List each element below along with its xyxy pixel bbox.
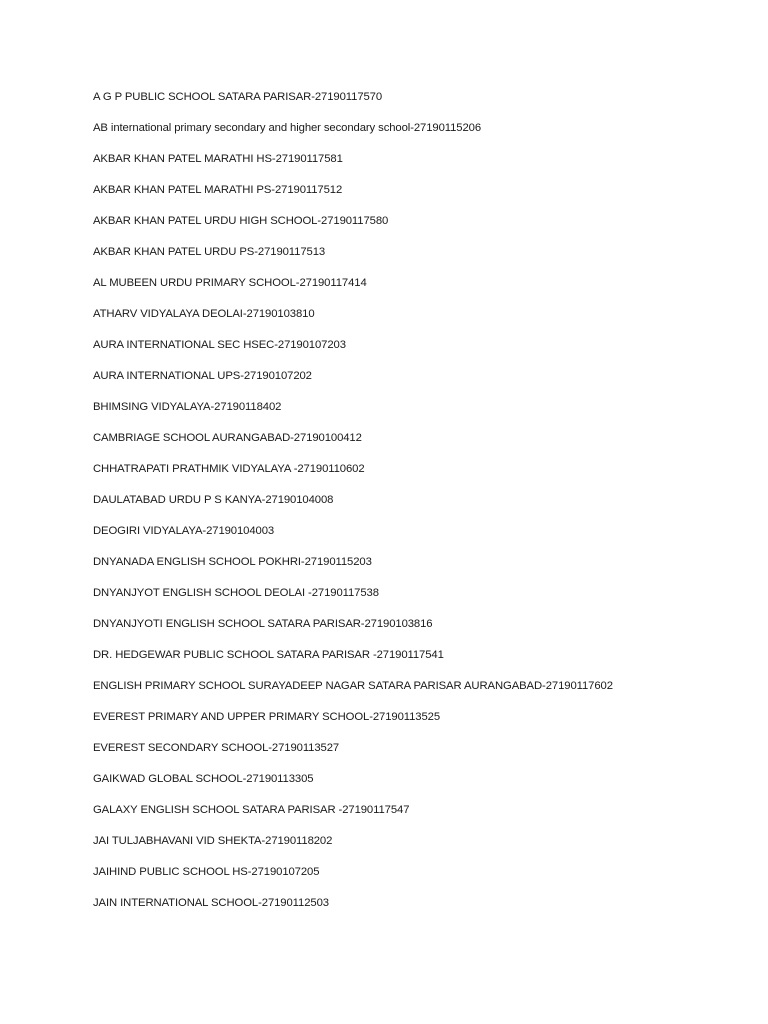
list-item: DNYANJYOT ENGLISH SCHOOL DEOLAI -27190117538	[93, 587, 379, 599]
school-list	[93, 88, 758, 925]
list-item: AKBAR KHAN PATEL URDU HIGH SCHOOL-27190117580	[93, 215, 389, 227]
list-item: JAIHIND PUBLIC SCHOOL HS-27190107205	[93, 866, 320, 878]
list-item: ATHARV VIDYALAYA DEOLAI-27190103810	[93, 308, 315, 320]
list-item: A G P PUBLIC SCHOOL SATARA PARISAR-27190117570	[93, 91, 383, 103]
list-item: AURA INTERNATIONAL SEC HSEC-27190107203	[93, 339, 346, 351]
list-item: DNYANADA ENGLISH SCHOOL POKHRI-27190115203	[93, 556, 372, 568]
list-item: AKBAR KHAN PATEL MARATHI HS-27190117581	[93, 153, 343, 165]
list-item: GAIKWAD GLOBAL SCHOOL-27190113305	[93, 773, 314, 785]
list-item: EVEREST PRIMARY AND UPPER PRIMARY SCHOOL-27190113525	[93, 711, 441, 723]
list-item: JAIN INTERNATIONAL SCHOOL-27190112503	[93, 897, 329, 909]
list-item: DEOGIRI VIDYALAYA-27190104003	[93, 525, 275, 537]
list-item: DR. HEDGEWAR PUBLIC SCHOOL SATARA PARISAR -27190117541	[93, 649, 444, 661]
list-item: AURA INTERNATIONAL UPS-27190107202	[93, 370, 312, 382]
list-item: DNYANJYOTI ENGLISH SCHOOL SATARA PARISAR-27190103816	[93, 618, 433, 630]
list-item: JAI TULJABHAVANI VID SHEKTA-27190118202	[93, 835, 333, 847]
list-item: DAULATABAD URDU P S KANYA-27190104008	[93, 494, 334, 506]
list-item: AKBAR KHAN PATEL URDU PS-27190117513	[93, 246, 326, 258]
list-item: EVEREST SECONDARY SCHOOL-27190113527	[93, 742, 340, 754]
list-item: CHHATRAPATI PRATHMIK VIDYALAYA -27190110602	[93, 463, 365, 475]
list-item: BHIMSING VIDYALAYA-27190118402	[93, 401, 282, 413]
list-item: AL MUBEEN URDU PRIMARY SCHOOL-27190117414	[93, 277, 367, 289]
list-item: GALAXY ENGLISH SCHOOL SATARA PARISAR -27190117547	[93, 804, 410, 816]
list-item: CAMBRIAGE SCHOOL AURANGABAD-27190100412	[93, 432, 362, 444]
list-item: AKBAR KHAN PATEL MARATHI PS-27190117512	[93, 184, 343, 196]
list-item: AB international primary secondary and higher secondary school-27190115206	[93, 122, 482, 134]
list-item: ENGLISH PRIMARY SCHOOL SURAYADEEP NAGAR SATARA PARISAR AURANGABAD-27190117602	[93, 680, 613, 692]
